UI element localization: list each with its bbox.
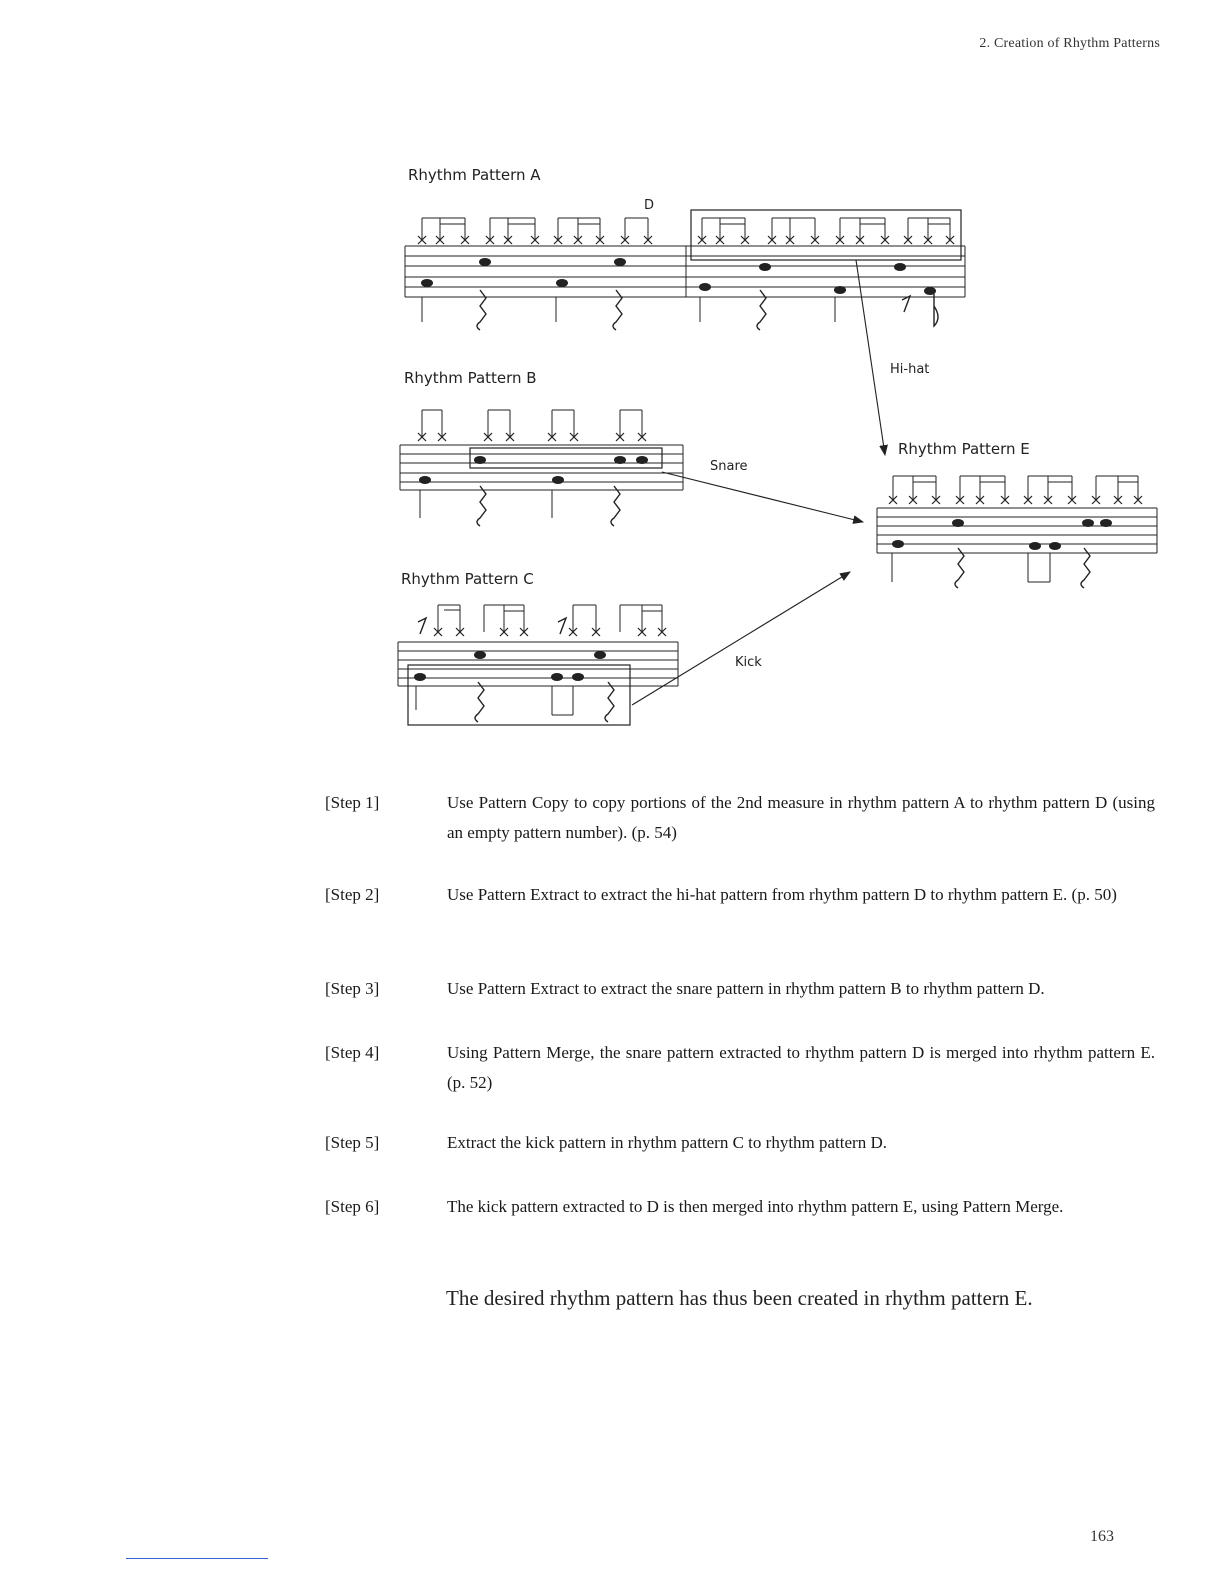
step-5 bbox=[325, 1128, 1155, 1158]
pattern-b-rests bbox=[477, 486, 620, 526]
step-text: Use Pattern Copy to copy portions of the 2nd measure in rhythm pattern A to rhythm pattern D (using an empty pattern number). (p. 54) bbox=[447, 793, 1155, 842]
pattern-a-rests bbox=[477, 290, 938, 330]
step-label: [Step 2] bbox=[325, 885, 380, 904]
step-text: The kick pattern extracted to D is then merged into rhythm pattern E, using Pattern Merge. bbox=[447, 1197, 1064, 1216]
footer-rule bbox=[126, 1558, 268, 1559]
hihat-arrow bbox=[856, 260, 885, 455]
step-text: Use Pattern Extract to extract the snare pattern in rhythm pattern B to rhythm pattern D. bbox=[447, 979, 1045, 998]
step-6 bbox=[325, 1192, 1155, 1222]
pattern-b-hihats bbox=[418, 433, 646, 441]
pattern-c-rests bbox=[418, 618, 614, 722]
pattern-c-hihats bbox=[434, 628, 666, 636]
pattern-a-hihats bbox=[418, 236, 954, 244]
pattern-a-marker: D bbox=[644, 198, 655, 213]
pattern-b-staff bbox=[400, 410, 683, 518]
kick-arrow bbox=[632, 572, 850, 705]
step-label: [Step 1] bbox=[325, 793, 380, 812]
pattern-e-hihats bbox=[889, 496, 1142, 504]
pattern-b-noteheads bbox=[419, 456, 648, 484]
step-text: Using Pattern Merge, the snare pattern extracted to rhythm pattern D is merged into rhythm pattern E. (p. 52) bbox=[447, 1043, 1155, 1092]
step-2 bbox=[325, 880, 1155, 910]
step-label: [Step 5] bbox=[325, 1133, 380, 1152]
pattern-e-staff bbox=[877, 476, 1157, 582]
conclusion-text: The desired rhythm pattern has thus been created in rhythm pattern E. bbox=[446, 1286, 1033, 1310]
step-text: Use Pattern Extract to extract the hi-hat pattern from rhythm pattern D to rhythm pattern E. (p. 50) bbox=[447, 885, 1117, 904]
rhythm-pattern-figure bbox=[380, 150, 1180, 750]
pattern-c-staff bbox=[398, 605, 678, 725]
running-header: 2. Creation of Rhythm Patterns bbox=[979, 36, 1160, 51]
step-label: [Step 4] bbox=[325, 1043, 380, 1062]
step-label: [Step 6] bbox=[325, 1197, 380, 1216]
snare-arrow bbox=[662, 472, 863, 522]
pattern-e-rests bbox=[955, 548, 1090, 588]
step-3 bbox=[325, 974, 1155, 1004]
step-label: [Step 3] bbox=[325, 979, 380, 998]
pattern-c-title: Rhythm Pattern C bbox=[401, 570, 534, 588]
step-4 bbox=[325, 1038, 1155, 1098]
kick-label: Kick bbox=[735, 655, 762, 670]
pattern-a-title: Rhythm Pattern A bbox=[408, 166, 541, 184]
snare-label: Snare bbox=[710, 459, 748, 474]
rhythm-diagram bbox=[380, 150, 1180, 750]
pattern-c-noteheads bbox=[414, 651, 606, 681]
pattern-e-title: Rhythm Pattern E bbox=[898, 440, 1030, 458]
hihat-label: Hi-hat bbox=[890, 362, 930, 377]
pattern-a-staff bbox=[405, 210, 965, 322]
pattern-b-title: Rhythm Pattern B bbox=[404, 369, 537, 387]
step-1 bbox=[325, 788, 1155, 848]
page-number: 163 bbox=[1090, 1528, 1114, 1545]
step-text: Extract the kick pattern in rhythm pattern C to rhythm pattern D. bbox=[447, 1133, 887, 1152]
